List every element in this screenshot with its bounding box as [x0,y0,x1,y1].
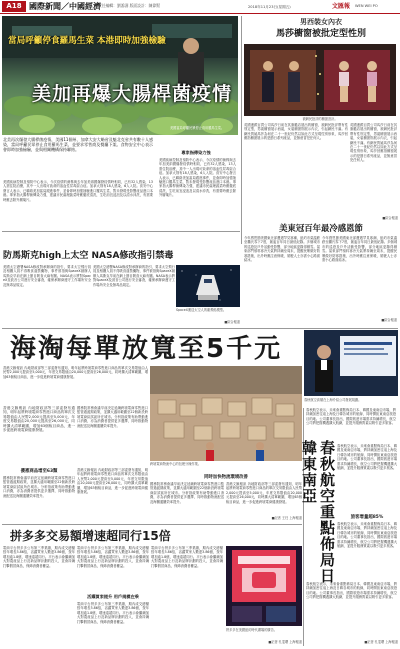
maisie-source: ■綜合報道 [382,216,398,220]
flu-headline: 美東冠百年最冷感恩節 [279,223,363,233]
page-header [0,0,400,14]
tax-body-col2: 國務院常務會議早前決定延續跨境電商零售進口監管過渡期政策，並擴大適用範圍至22個新設跨境電商綜試區所在城市。分析指政策有助帶動進口消費，亦為消費者提供更多選擇，同時推動物流配送及海關通關效率提升。 [77,406,148,428]
maisie-body-text-cont: 英國連鎖百貨公司馬莎日前在其旗艦店展出的櫥窗，被網民批評帶有性別定型，男裝櫥窗展示西裝，女裝櫥窗則展示內衣，引起網民不滿。有網民質疑馬莎為何在二十一世紀仍然以如此方式呈現性別形象，馬莎回應指櫥窗展示的是節日系列產品，並無意冒犯任何人。 [350,123,397,163]
airline-body-text-cont: 春秋航空表示，未來會重點佈局日本、韓國及東南亞市場，將持續加密往返上海及日韓各城市的航線，同時開拓東南亞旅遊目的地。公司董事長指出，國際旅遊市場需求持續增長，航空公司將把握機遇擴大航網，並提升服務質素以吸引更多旅客。 [337,444,397,471]
flu-body-text-cont: 今年感恩節美國東北部遭遇罕見寒潮，紐約市氣溫跌至攝氏零下7度，創逾百年同日最低紀錄。多個城市的巡遊及戶外活動受影響，部分地區更錄得積雪。氣象部門預料寒冷天氣將持續至周末，提醒民眾做好防寒措施，出外時應注意保暖，駕駛人士亦需小心路面結冰。 [322,236,397,263]
airline-photo-caption: 春秋航空高層在上海介紹公司發展規劃。 [304,398,362,402]
horizontal-divider [2,231,240,232]
pdd-body-text-cont: 電商平台拼多多公布第三季業績，期內成交總額按年增長3.86倍，活躍買家人數達3.86億，按年增加逾1.8億，增速遠超同行。平台表示會繼續加大對農產品上行及新品牌計劃的投入，並會持續打擊假冒商品，保障消費者權益。 [77,546,149,568]
lettuce-store-photo [2,16,238,135]
food-headline: 美加再爆大腸桿菌疫情 [32,83,233,105]
section-title: 國際新聞／中國經濟 [29,2,101,11]
warehouse-photo [150,366,302,461]
food-lead-paragraph: 北美再次爆發大腸桿菌疫情，美國11個州、加拿大安大略省及魁北克省共有數十人感染，當局呼籲民眾停止食用羅馬生菜，並要求零售商及餐廳下架。食物安全中心表示會即時加強檢驗，並與相關機構保持聯絡。 [3,137,153,153]
tax-body-lead: 香港文匯報訊 內地財政部等三部委發布通知，明年起將跨境電商零售進口商品的單次交易限值由人民幣2,000元提高至5,000元，年度交易限值由20,000元提高至26,000元，同時擴大清單範圍，增加63個稅目商品，進一步促進跨境電商健康發展。 [3,406,75,433]
maisie-headline: 馬莎櫥窗被批定型性別 [275,29,366,39]
tax-photo-caption: 跨境電商物流中心的包裹分揀作業。 [150,462,201,466]
maisie-photo-caption: 被網民批評的櫥窗設計。 [302,117,338,121]
nasa-body-text: 美國太空總署NASA修改對承辦商的指引，要求太空飛行員及相關人員不得吸食違禁藥物，事件被指與SpaceX創辦人馬斯克早前在網上節目吸食大麻有關。NASA表示將對SpaceX及波音公司進行安全審查，確保承辦商遵守工作場所安全及無毒品規定。 [3,265,91,287]
food-photo-caption: 美國當局呼籲民眾停止食用羅馬生菜。 [170,126,225,130]
tax-body-col3: 國務院常務會議早前決定延續跨境電商零售進口監管過渡期政策，並擴大適用範圍至22個新設跨境電商綜試區所在城市。分析指政策有助帶動進口消費，亦為消費者提供更多選擇，同時推動物流配送及海關通關效率提升。 [3,476,75,498]
flu-source: ■綜合報道 [381,318,397,322]
pdd-body-text-cont2: 電商平台拼多多公布第三季業績，期內成交總額按年增長3.86倍，活躍買家人數達3.86億，按年增加逾1.8億，增速遠超同行。平台表示會繼續加大對農產品上行及新品牌計劃的投入，並會持續打擊假冒商品，保障消費者權益。 [77,602,149,624]
nasa-body-text-cont: 美國太空總署NASA修改對承辦商的指引，要求太空飛行員及相關人員不得吸食違禁藥物，事件被指與SpaceX創辦人馬斯克早前在網上節目吸食大麻有關。NASA表示將對SpaceX及波音公司進行安全審查，確保承辦商遵守工作場所安全及無毒品規定。 [93,265,175,287]
maisie-kicker: 男西裝女內衣 [300,18,342,26]
column-divider [241,16,242,244]
airline-source: ■記者 孔雯瓊 上海報道 [364,640,398,644]
tax-body-text: 香港文匯報訊 內地財政部等三部委發布通知，明年起將跨境電商零售進口商品的單次交易限值由人民幣2,000元提高至5,000元，年度交易限值由20,000元提高至26,000元，同時擴大清單範圍，增加63個稅目商品，進一步促進跨境電商健康發展。 [3,366,148,379]
issue-date: 2018年11月23日(星期五) [248,5,291,9]
maisie-body-text: 英國連鎖百貨公司馬莎日前在其旗艦店展出的櫥窗，被網民批評帶有性別定型，男裝櫥窗展示西裝，女裝櫥窗則展示內衣，引起網民不滿。有網民質疑馬莎為何在二十一世紀仍然以如此方式呈現性別形象，馬莎回應指櫥窗展示的是節日系列產品，並無意冒犯任何人。 [244,123,348,141]
pdd-body-text: 電商平台拼多多公布第三季業績，期內成交總額按年增長3.86倍，活躍買家人數達3.86億，按年增加逾1.8億，增速遠超同行。平台表示會繼續加大對農產品上行及新品牌計劃的投入，並會持續打擊假冒商品，保障消費者權益。 [3,546,75,568]
airline-headline-text: 春秋航空重點佈局日韓東南亞 [300,440,336,584]
food-body-text-cont: 美國疾病控制及預防中心表示，今次疫情的菌株與去年加美兩國爆發疫情時相同，已有32人感染，13人需住院治療，其中一人出現可致命的溶血性尿毒綜合症。加拿大則有18人感染，6人入院。食安中心發言人表示，已聯絡美加當局跟進事件，並會即時加強抽驗進口羅馬生菜，暫未發現受影響產品進口本港。專家指大腸桿菌傳染力強，建議市民處理蔬菜時應徹底清洗，生吃前宜浸泡及以清水沖洗，有需要時應去除外層葉片。 [3,180,153,202]
food-kicker: 當局呼籲停食羅馬生菜 本港即時加強檢驗 [8,36,166,46]
newspaper-logo: 文匯報 [332,3,351,10]
nasa-headline: 防馬斯克high上太空 NASA修改指引禁毒 [3,251,174,261]
horizontal-divider-3 [2,524,302,525]
pdd-source: ■記者 孔雯瓊 上海報道 [268,640,302,644]
shop-window-photo [244,44,396,116]
pdd-photo-caption: 拼多多在美國紐約時代廣場的廣告。 [226,628,277,632]
nasa-source: ■綜合報道 [224,320,240,324]
times-square-ad-photo [226,546,302,626]
newspaper-web-label: WEN WEI PO [355,4,378,8]
ceo-stage-photo [304,330,398,396]
page-number-badge: A18 [2,1,26,12]
horizontal-divider-2 [2,328,398,329]
flu-body-text: 今年感恩節美國東北部遭遇罕見寒潮，紐約市氣溫跌至攝氏零下7度，創逾百年同日最低紀錄。多個城市的巡遊及戶外活動受影響，部分地區更錄得積雪。氣象部門預料寒冷天氣將持續至周末，提醒民眾做好防寒措施，出外時應注意保暖，駕駛人士亦需小心路面結冰。 [244,236,320,263]
airline-subhead: 旅客增量超85% [350,515,384,520]
airline-body-text: 春秋航空表示，未來會重點佈局日本、韓國及東南亞市場，將持續加密往返上海及日韓各城市的航線，同時開拓東南亞旅遊目的地。公司董事長指出，國際旅遊市場需求持續增長，航空公司將把握機遇擴大航網，並提升服務質素以吸引更多旅客。 [306,408,396,426]
pdd-body-text-cont3: 電商平台拼多多公布第三季業績，期內成交總額按年增長3.86倍，活躍買家人數達3.86億，按年增加逾1.8億，增速遠超同行。平台表示會繼續加大對農產品上行及新品牌計劃的投入，並會持續打擊假冒商品，保障消費者權益。 [151,546,223,568]
airline-body-text-cont3: 春秋航空表示，未來會重點佈局日本、韓國及東南亞市場，將持續加密往返上海及日韓各城市的航線，同時開拓東南亞旅遊目的地。公司董事長指出，國際旅遊市場需求持續增長，航空公司將把握機遇擴大航網，並提升服務質素以吸引更多旅客。 [306,582,397,600]
food-body-text: 美國疾病控制及預防中心表示，今次疫情的菌株與去年加美兩國爆發疫情時相同，已有32人感染，13人需住院治療，其中一人出現可致命的溶血性尿毒綜合症。加拿大則有18人感染，6人入院。食安中心發言人表示，已聯絡美加當局跟進事件，並會即時加強抽驗進口羅馬生菜，暫未發現受影響產品進口本港。專家指大腸桿菌傳染力強，建議市民處理蔬菜時應徹底清洗，生吃前宜浸泡及以清水沖洗，有需要時應去除外層葉片。 [159,158,236,198]
spacecraft-photo [176,265,240,307]
tax-subhead-1: 優惠商品增至63類 [20,469,58,474]
editor-credit: 責任編輯：劉鴻濤 版面設計：陳偉賢 [98,3,160,8]
nasa-photo-caption: SpaceX運送太空人的龍飛船模型。 [176,308,227,312]
tax-body-col5: 國務院常務會議早前決定延續跨境電商零售進口監管過渡期政策，並擴大適用範圍至22個新設跨境電商綜試區所在城市。分析指政策有助帶動進口消費，亦為消費者提供更多選擇，同時推動物流配送及海關通關效率提升。 [150,482,224,504]
pdd-subhead: 活躍買家提升 用戶規模在乘 [87,594,139,599]
pdd-headline: 拼多多交易額增速超同行15倍 [10,529,171,543]
food-subhead: 專家指傳染力強 [181,150,211,155]
tax-headline: 海淘每單放寬至5千元 [10,334,283,364]
tax-body-col4: 香港文匯報訊 內地財政部等三部委發布通知，明年起將跨境電商零售進口商品的單次交易限值由人民幣2,000元提高至5,000元，年度交易限值由20,000元提高至26,000元，同時擴大清單範圍，增加63個稅目商品，進一步促進跨境電商健康發展。 [77,468,148,495]
tax-source: ■記者 王玨 上海報道 [271,516,302,520]
tax-body-col6: 香港文匯報訊 內地財政部等三部委發布通知，明年起將跨境電商零售進口商品的單次交易限值由人民幣2,000元提高至5,000元，年度交易限值由20,000元提高至26,000元，同時擴大清單範圍，增加63個稅目商品，進一步促進跨境電商健康發展。 [226,482,302,504]
airline-body-text-cont2: 春秋航空表示，未來會重點佈局日本、韓國及東南亞市場，將持續加密往返上海及日韓各城市的航線，同時開拓東南亞旅遊目的地。公司董事長指出，國際旅遊市場需求持續增長，航空公司將把握機遇擴大航網，並提升服務質素以吸引更多旅客。 [337,522,397,549]
tax-subhead-2: 同時加快物流環境改善 [204,475,248,480]
